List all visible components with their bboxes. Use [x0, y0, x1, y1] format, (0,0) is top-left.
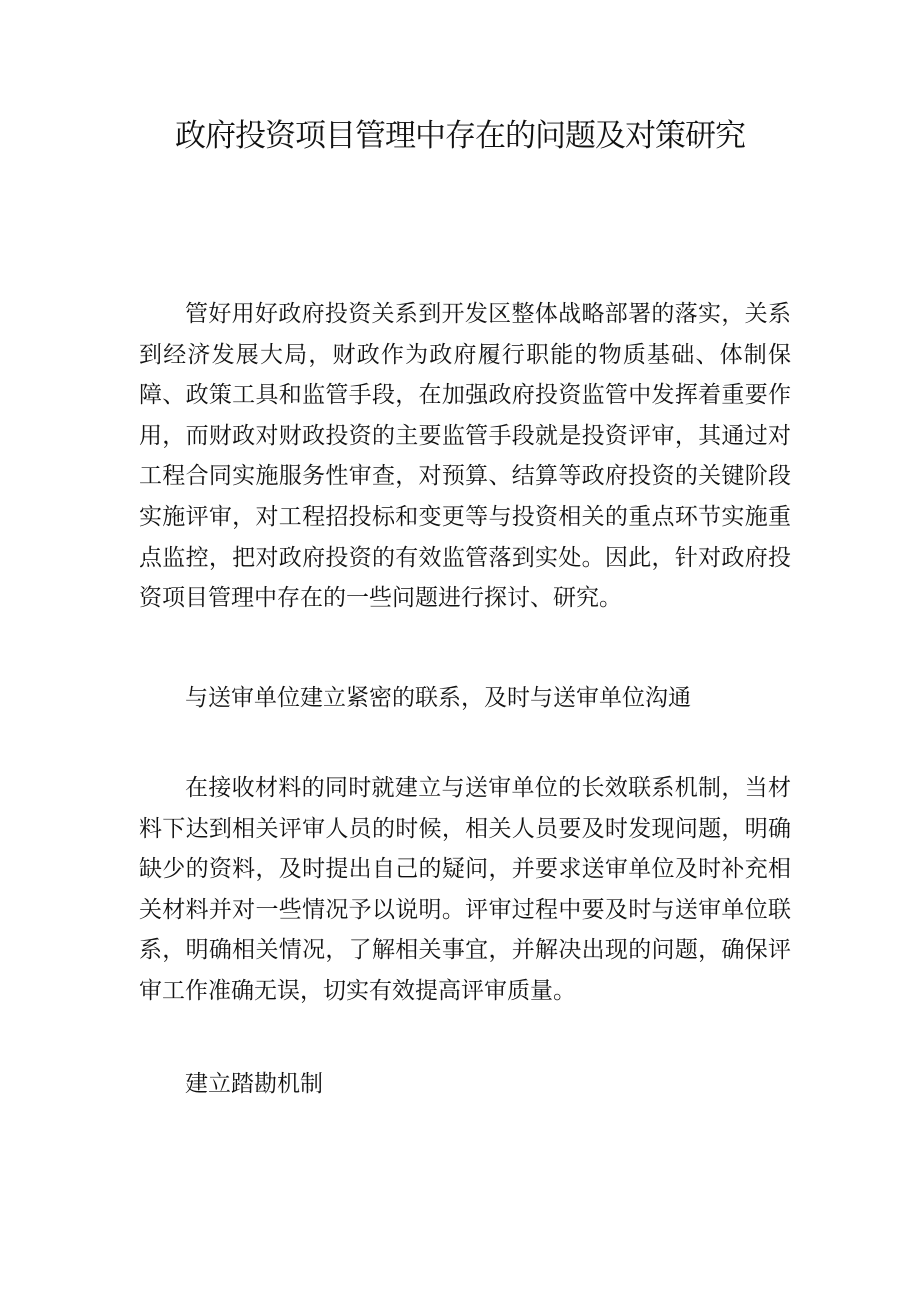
document-title: 政府投资项目管理中存在的问题及对策研究 [175, 118, 745, 154]
section-heading-survey: 建立踏勘机制 [185, 1071, 323, 1097]
body-paragraph-intro: 管好用好政府投资关系到开发区整体战略部署的落实，关系到经济发展大局，财政作为政府履行职能的物质基础、体制保障、政策工具和监管手段，在加强政府投资监管中发挥着重要作用，而财政对财政投资的主要监管手段就是投资评审，其通过对工程合同实施服务性审查，对预算、结算等政府投资的关键阶段实施评审，对工程招投标和变更等与投资相关的重点环节实施重点监控，把对政府投资的有效监管落到实处。因此，针对政府投资项目管理中存在的一些问题进行探讨、研究。 [139, 301, 791, 612]
section-heading-communication: 与送审单位建立紧密的联系，及时与送审单位沟通 [185, 685, 691, 711]
body-paragraph-communication: 在接收材料的同时就建立与送审单位的长效联系机制，当材料下达到相关评审人员的时候，相关人员要及时发现问题，明确缺少的资料，及时提出自己的疑问，并要求送审单位及时补充相关材料并对一些情况予以说明。评审过程中要及时与送审单位联系，明确相关情况，了解相关事宜，并解决出现的问题，确保评审工作准确无误，切实有效提高评审质量。 [139, 775, 791, 1004]
